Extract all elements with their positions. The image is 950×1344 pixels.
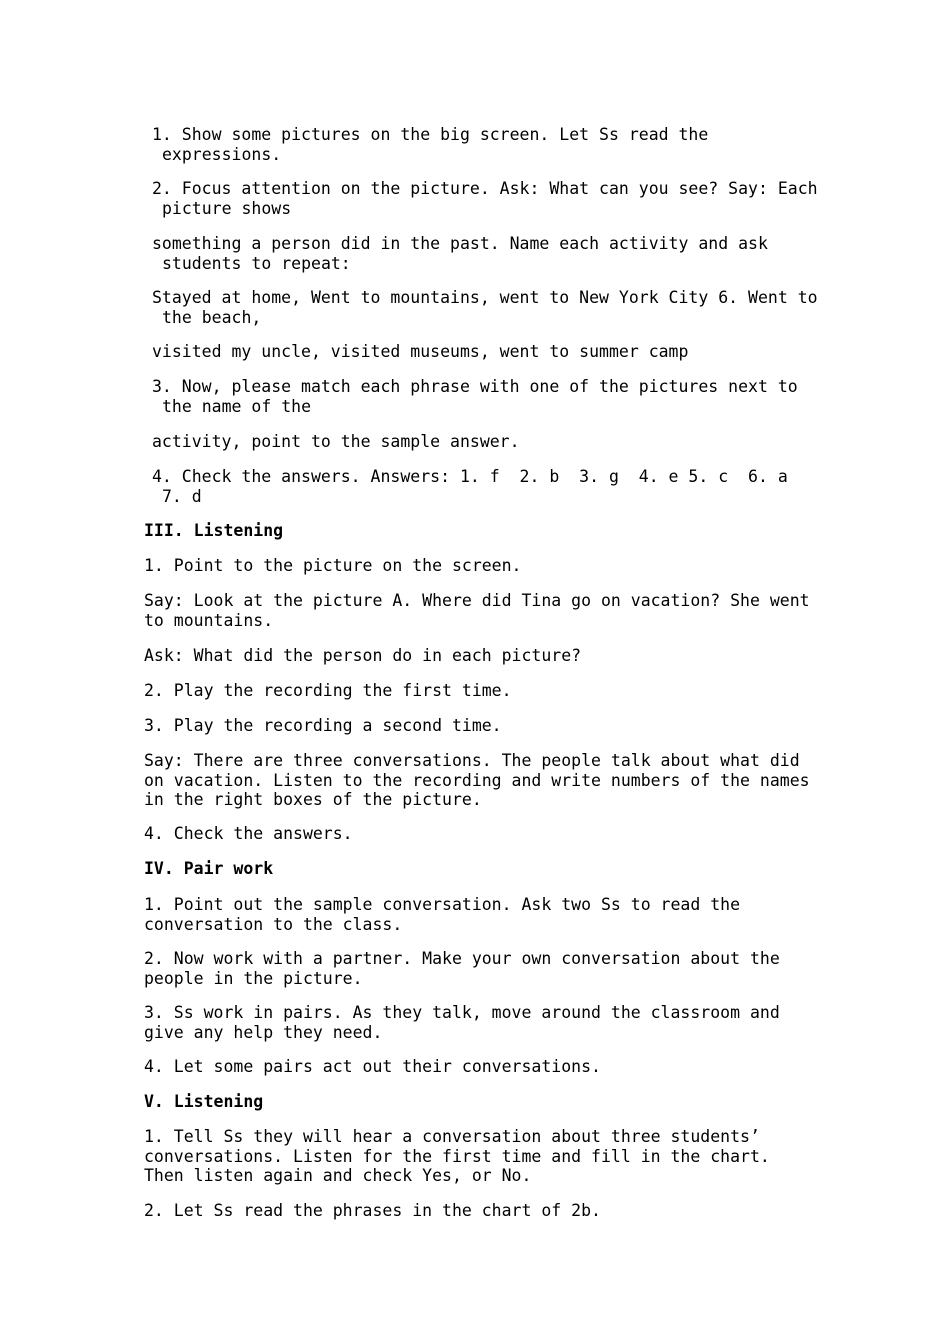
- intro-item-4-answers: 4. Check the answers. Answers: 1. f 2. b 3. g 4. e 5. c 6. a 7. d: [152, 467, 808, 506]
- section3-paragraph-6: Say: There are three conversations. The people talk about what did on vacation. Listen to the recording and write numbers of the names in the right boxes of the picture.: [144, 751, 820, 809]
- activity-list-line-2: visited my uncle, visited museums, went to summer camp: [152, 342, 689, 361]
- section3-paragraph-3: Ask: What did the person do in each picture?: [144, 646, 582, 665]
- activity-list-line-1: Stayed at home, Went to mountains, went to New York City 6. Went to the beach,: [152, 288, 828, 327]
- section3-paragraph-1: 1. Point to the picture on the screen.: [144, 556, 522, 575]
- section4-paragraph-2: 2. Now work with a partner. Make your own conversation about the people in the picture.: [144, 949, 790, 988]
- intro-item-3: 3. Now, please match each phrase with one of the pictures next to the name of the: [152, 377, 808, 416]
- section4-paragraph-4: 4. Let some pairs act out their conversations.: [144, 1057, 601, 1076]
- section4-paragraph-3: 3. Ss work in pairs. As they talk, move around the classroom and give any help they need.: [144, 1003, 790, 1042]
- section3-paragraph-2: Say: Look at the picture A. Where did Tina go on vacation? She went to mountains.: [144, 591, 820, 630]
- section5-paragraph-2: 2. Let Ss read the phrases in the chart of 2b.: [144, 1201, 601, 1220]
- intro-item-1: 1. Show some pictures on the big screen. Let Ss read the expressions.: [152, 125, 719, 164]
- section-heading-listening-5: V. Listening: [144, 1092, 264, 1111]
- section-heading-listening-3: III. Listening: [144, 521, 284, 540]
- section5-paragraph-1: 1. Tell Ss they will hear a conversation about three students’ conversations. Listen for the first time and fill in the chart. Then listen again and check Yes, or No.: [144, 1127, 780, 1185]
- section3-paragraph-7: 4. Check the answers.: [144, 824, 353, 843]
- intro-item-2-continued: something a person did in the past. Name each activity and ask students to repeat:: [152, 234, 778, 273]
- section3-paragraph-5: 3. Play the recording a second time.: [144, 716, 502, 735]
- section-heading-pair-work: IV. Pair work: [144, 859, 274, 878]
- intro-item-3-continued: activity, point to the sample answer.: [152, 432, 520, 451]
- intro-item-2: 2. Focus attention on the picture. Ask: What can you see? Say: Each picture shows: [152, 179, 828, 218]
- section4-paragraph-1: 1. Point out the sample conversation. Ask two Ss to read the conversation to the class.: [144, 895, 750, 934]
- section3-paragraph-4: 2. Play the recording the first time.: [144, 681, 512, 700]
